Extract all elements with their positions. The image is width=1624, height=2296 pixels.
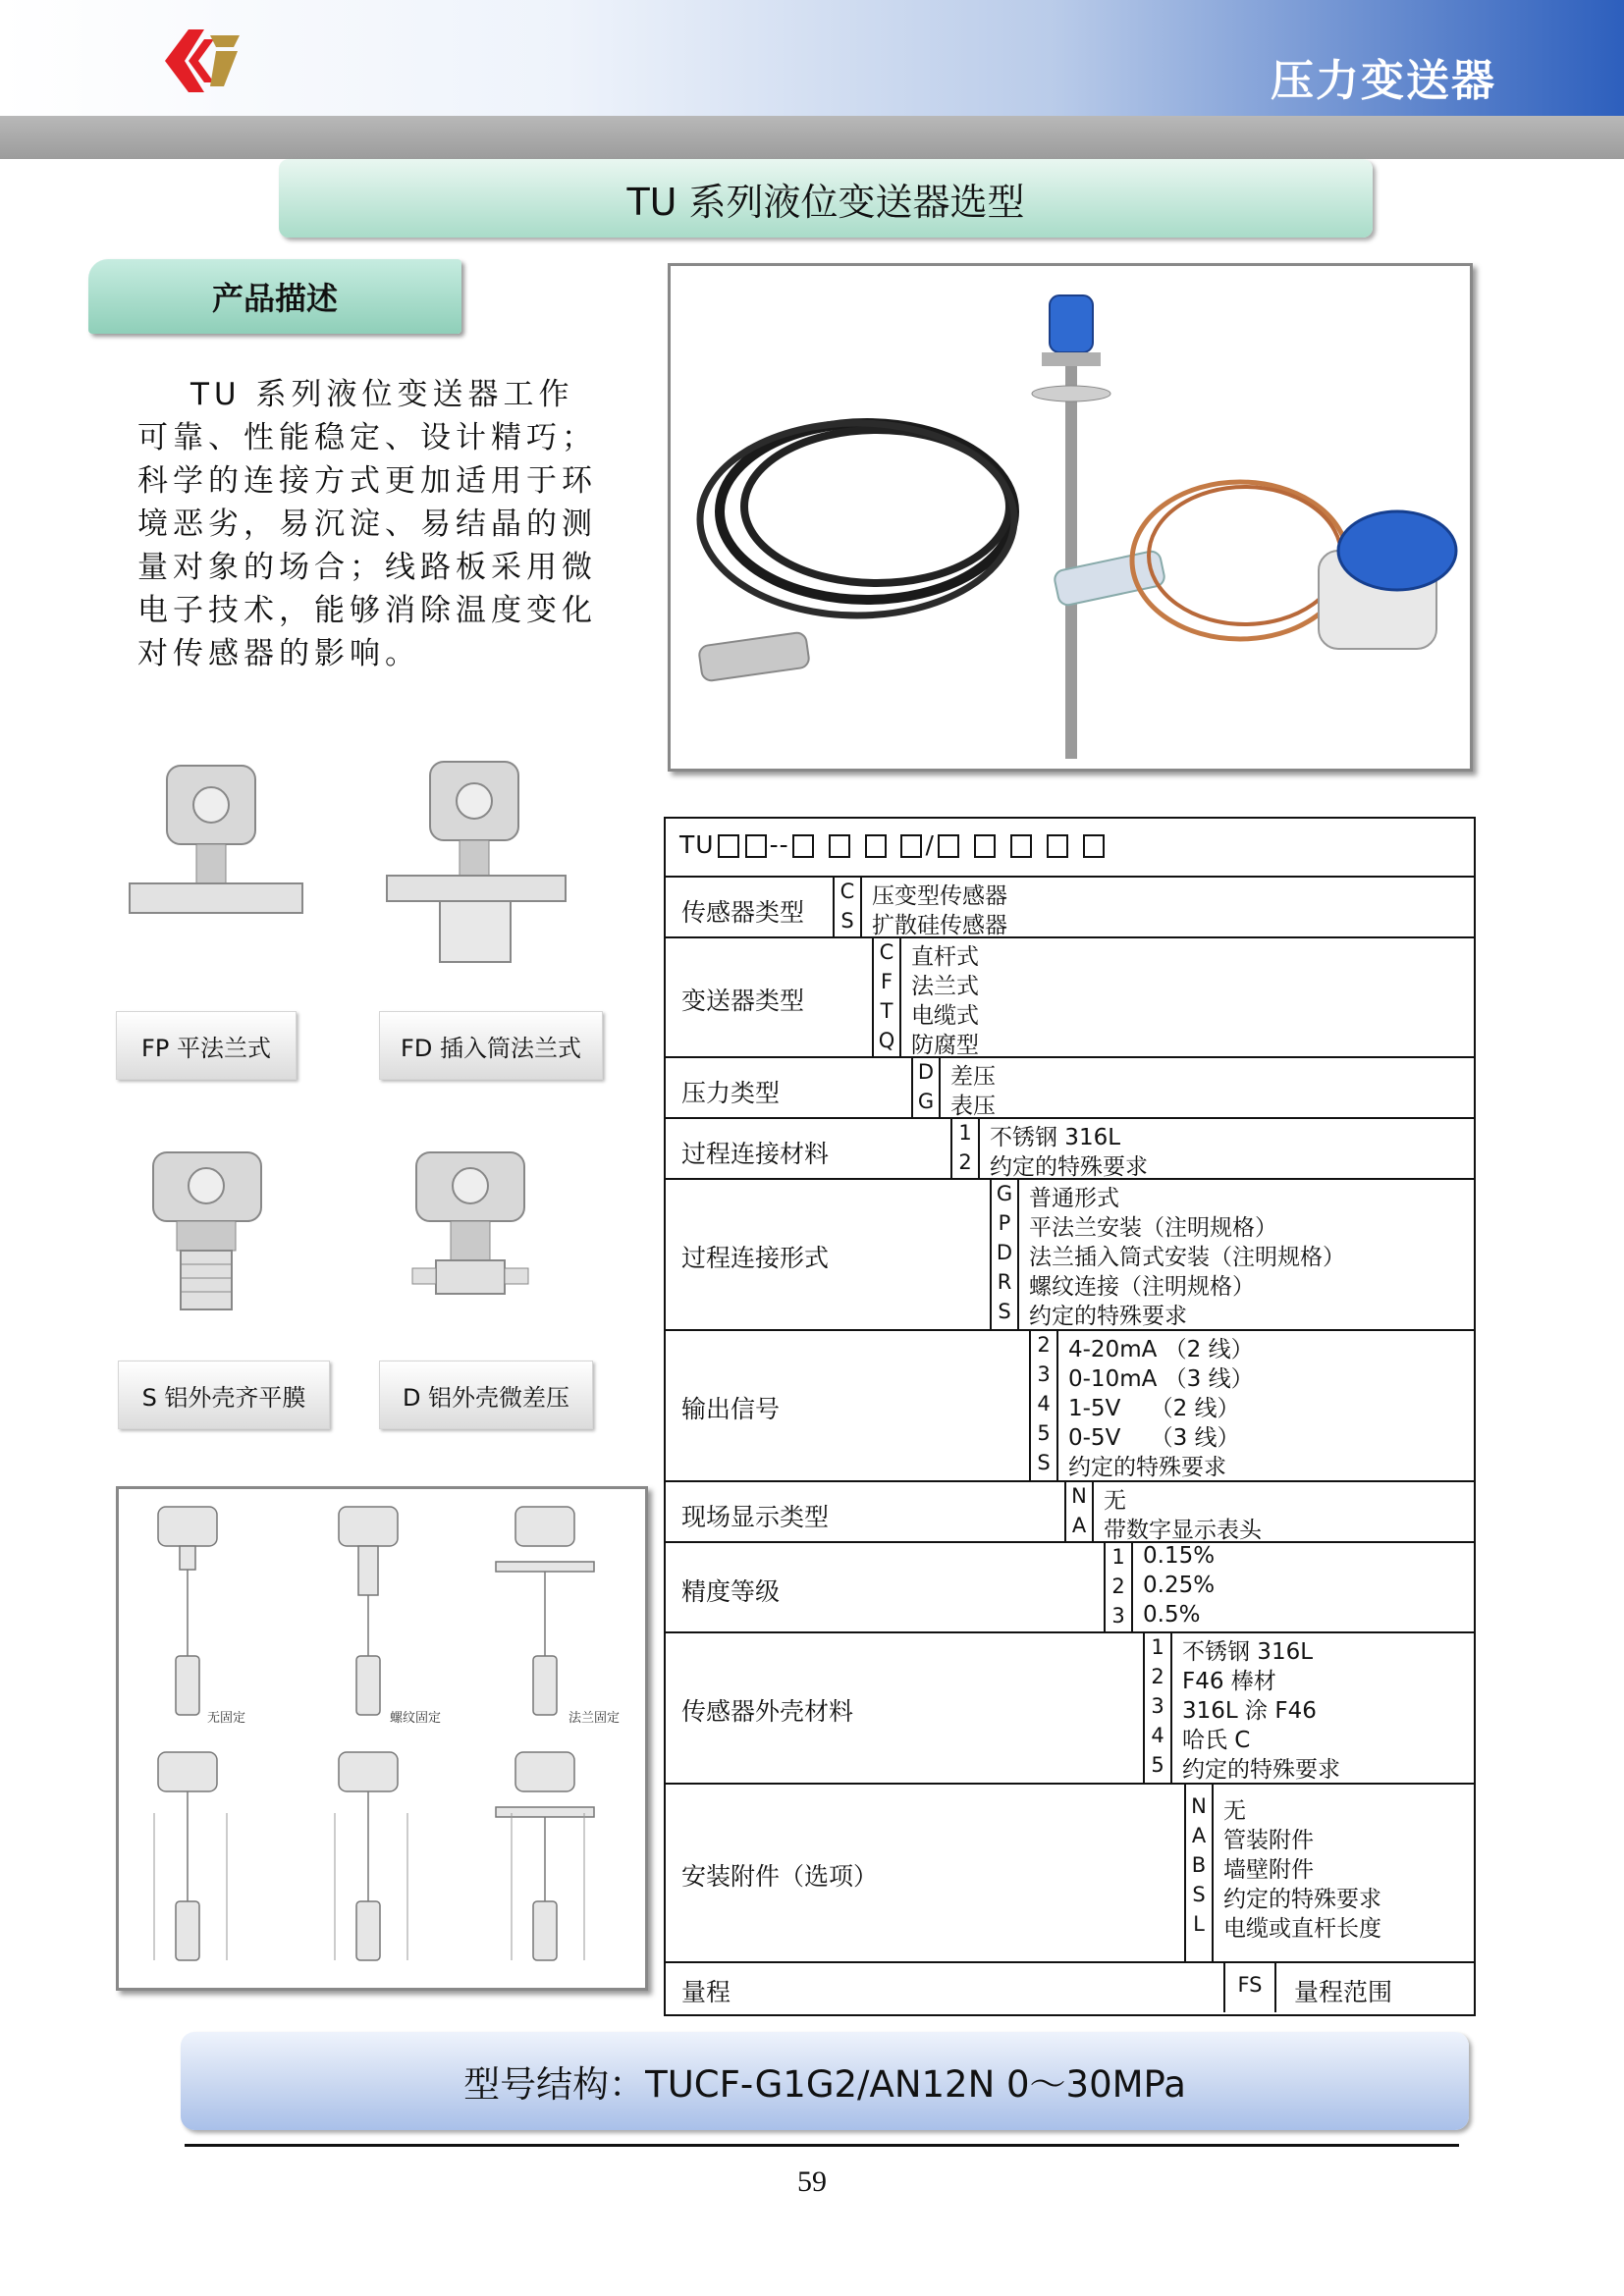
option-code: 3	[1111, 1604, 1125, 1628]
option-code: D	[917, 1060, 935, 1084]
option-text: 电缆或直杆长度	[1223, 1916, 1381, 1942]
code-column	[950, 1119, 980, 1178]
table-row-output-signal	[666, 1331, 1474, 1482]
row-label: 压力类型	[681, 1079, 781, 1107]
table-row-accuracy	[666, 1543, 1474, 1633]
option-code: 1	[1111, 1545, 1125, 1569]
table-row-process-connection	[666, 1180, 1474, 1331]
page-title: TU 系列液位变送器选型	[279, 159, 1373, 238]
company-logo-icon	[155, 22, 245, 100]
drawing-label-thread: 螺纹固定	[390, 1711, 442, 1726]
option-text: 约定的特殊要求	[1029, 1304, 1187, 1329]
description-heading: 产品描述	[88, 259, 461, 334]
option-text: 约定的特殊要求	[1223, 1887, 1381, 1912]
mount-d-illustration	[397, 1147, 573, 1313]
code-column	[1064, 1482, 1094, 1541]
code-column	[1029, 1331, 1058, 1480]
row-label: 量程	[681, 1978, 731, 2006]
table-row-housing-material	[666, 1633, 1474, 1785]
option-code: C	[879, 940, 894, 964]
table-row-display-type	[666, 1482, 1474, 1543]
option-code: L	[1193, 1912, 1205, 1936]
code-column	[1143, 1633, 1172, 1783]
code-column	[833, 878, 862, 936]
option-text: 不锈钢 316L	[990, 1125, 1121, 1150]
dimension-drawings-panel	[116, 1486, 648, 1991]
option-text: 量程范围	[1294, 1978, 1393, 2006]
option-text: 直杆式	[911, 944, 979, 970]
code-column	[1104, 1543, 1133, 1631]
mount-s-illustration	[137, 1147, 295, 1323]
option-code: T	[880, 999, 893, 1023]
row-label: 传感器外壳材料	[681, 1697, 854, 1726]
drawing-label-flange: 法兰固定	[568, 1711, 621, 1726]
page-number: 59	[797, 2165, 827, 2198]
description-text: TU 系列液位变送器工作可靠、性能稳定、设计精巧；科学的连接方式更加适用于环境恶劣，易沉淀、易结晶的测量对象的场合；线路板采用微电子技术，能够消除温度变化对传感器的影响。	[137, 377, 597, 671]
header-title: 压力变送器	[1271, 56, 1496, 106]
drawing-label-none: 无固定	[207, 1711, 246, 1726]
option-text: 0.5%	[1143, 1602, 1201, 1628]
option-code: G	[996, 1182, 1013, 1205]
option-code: 5	[1151, 1753, 1164, 1777]
option-text: 管装附件	[1223, 1828, 1314, 1853]
option-text: 表压	[950, 1094, 996, 1119]
option-code: FS	[1237, 1973, 1263, 1997]
option-text: 约定的特殊要求	[1182, 1757, 1340, 1783]
table-row-process-material	[666, 1119, 1474, 1180]
option-text: 4-20mA （2 线）	[1068, 1337, 1254, 1362]
option-code: 3	[1037, 1362, 1051, 1386]
option-code: S	[1192, 1883, 1206, 1906]
code-column	[1184, 1785, 1214, 1961]
option-code: N	[1191, 1794, 1207, 1818]
option-code: 1	[958, 1121, 972, 1145]
footer-divider	[185, 2144, 1459, 2147]
model-code-template: TU -- /	[679, 830, 1108, 859]
option-text: 0-5V （3 线）	[1068, 1425, 1240, 1451]
option-code: D	[996, 1241, 1013, 1264]
option-text: 无	[1104, 1488, 1126, 1514]
option-text: 压变型传感器	[872, 883, 1007, 909]
option-code: B	[1191, 1853, 1207, 1877]
model-prefix: TU	[679, 830, 715, 859]
row-label: 现场显示类型	[681, 1503, 830, 1531]
option-code: 1	[1151, 1635, 1164, 1659]
option-code: S	[1037, 1451, 1051, 1474]
model-selection-table	[664, 817, 1476, 2016]
option-text: 差压	[950, 1064, 996, 1090]
option-text: 316L 涂 F46	[1182, 1698, 1317, 1724]
mount-label-fp: FP 平法兰式	[116, 1011, 297, 1080]
row-label: 过程连接材料	[681, 1140, 830, 1168]
model-example: 型号结构：TUCF-G1G2/AN12N 0～30MPa	[181, 2032, 1469, 2130]
option-code: A	[1071, 1514, 1087, 1537]
option-code: 2	[1111, 1575, 1125, 1598]
option-code: N	[1071, 1484, 1087, 1508]
option-code: 2	[1151, 1665, 1164, 1688]
option-code: S	[840, 909, 854, 933]
option-text: 法兰插入筒式安装（注明规格）	[1029, 1245, 1345, 1270]
option-text: 墙壁附件	[1223, 1857, 1314, 1883]
option-code: P	[998, 1211, 1011, 1235]
option-text: 带数字显示表头	[1104, 1518, 1262, 1543]
table-row-transmitter-type	[666, 938, 1474, 1058]
option-text: 无	[1223, 1798, 1246, 1824]
option-text: 不锈钢 316L	[1182, 1639, 1314, 1665]
mount-label-d: D 铝外壳微差压	[379, 1361, 593, 1429]
option-text: 平法兰安装（注明规格）	[1029, 1215, 1277, 1241]
table-row-range	[666, 1963, 1474, 2012]
option-code: 2	[958, 1150, 972, 1174]
dimension-drawings	[119, 1489, 645, 1988]
option-text: 螺纹连接（注明规格）	[1029, 1274, 1255, 1300]
code-column	[1223, 1963, 1276, 2012]
row-label: 过程连接形式	[681, 1244, 830, 1272]
option-text: 1-5V （2 线）	[1068, 1396, 1240, 1421]
option-text: 电缆式	[911, 1003, 979, 1029]
mount-label-fd: FD 插入筒法兰式	[379, 1011, 603, 1080]
option-text: 0.25%	[1143, 1573, 1216, 1598]
option-text: 防腐型	[911, 1033, 979, 1058]
option-code: R	[997, 1270, 1012, 1294]
header-grey-band	[0, 116, 1624, 159]
option-code: 3	[1151, 1694, 1164, 1718]
row-label: 输出信号	[681, 1395, 781, 1423]
table-row-mounting-accessory	[666, 1785, 1474, 1963]
row-label: 传感器类型	[681, 898, 805, 927]
row-label: 变送器类型	[681, 987, 805, 1015]
option-text: 0-10mA （3 线）	[1068, 1366, 1254, 1392]
row-label: 安装附件（选项）	[681, 1862, 879, 1891]
table-row-model-code	[666, 819, 1474, 878]
option-text: 法兰式	[911, 974, 979, 999]
code-column	[872, 938, 901, 1056]
option-code: S	[998, 1300, 1011, 1323]
code-column	[911, 1058, 941, 1117]
option-code: Q	[878, 1029, 895, 1052]
table-row-pressure-type	[666, 1058, 1474, 1119]
row-label: 精度等级	[681, 1577, 781, 1606]
code-column	[990, 1180, 1019, 1329]
option-code: 4	[1151, 1724, 1164, 1747]
option-text: 哈氏 C	[1182, 1728, 1251, 1753]
option-text: 约定的特殊要求	[1068, 1455, 1226, 1480]
table-row-sensor-type	[666, 878, 1474, 938]
mount-label-s: S 铝外壳齐平膜	[118, 1361, 330, 1429]
product-photo	[668, 263, 1473, 772]
option-code: 2	[1037, 1333, 1051, 1357]
option-code: 4	[1037, 1392, 1051, 1415]
option-text: 普通形式	[1029, 1186, 1119, 1211]
option-text: F46 棒材	[1182, 1669, 1276, 1694]
option-text: 约定的特殊要求	[990, 1154, 1148, 1180]
option-code: C	[839, 880, 855, 903]
option-code: 5	[1037, 1421, 1051, 1445]
mount-fp-illustration	[118, 756, 314, 933]
option-code: F	[880, 970, 893, 993]
option-code: G	[917, 1090, 935, 1113]
option-text: 0.15%	[1143, 1543, 1216, 1569]
product-photo-illustration	[671, 266, 1470, 769]
option-code: A	[1191, 1824, 1207, 1847]
option-text: 扩散硅传感器	[872, 913, 1007, 938]
mount-fd-illustration	[381, 756, 577, 972]
